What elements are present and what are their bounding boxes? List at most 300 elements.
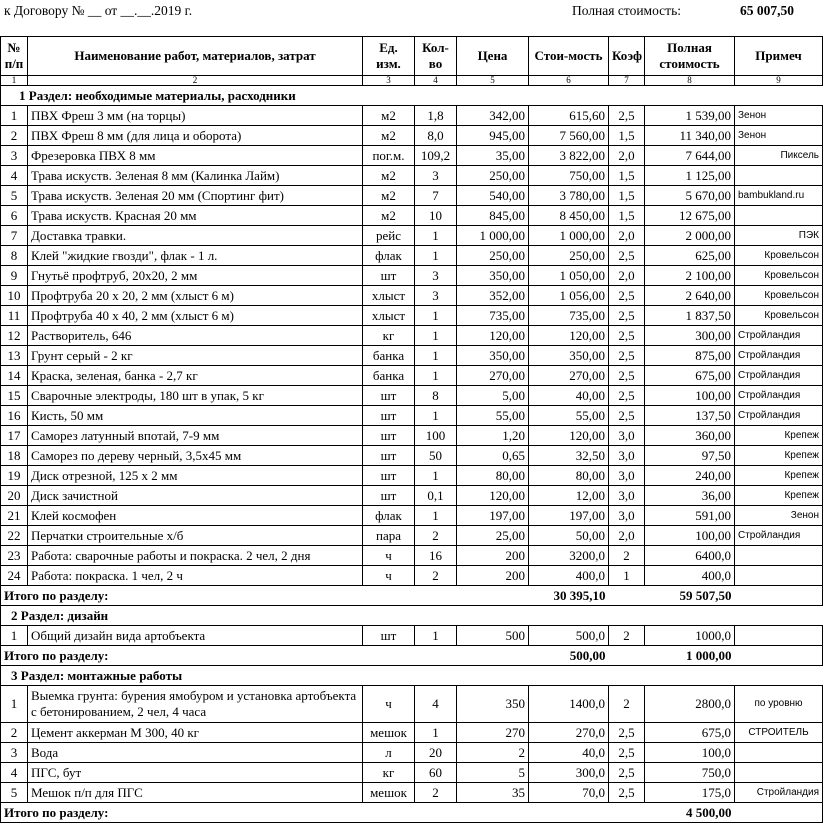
full-cost: 675,0 [645, 723, 735, 743]
unit: флак [363, 506, 415, 526]
cost: 350,00 [529, 346, 609, 366]
coefficient: 3,0 [609, 486, 645, 506]
price: 5 [457, 763, 529, 783]
section-total-note [735, 586, 823, 606]
quantity: 2 [415, 526, 457, 546]
full-cost: 175,0 [645, 783, 735, 803]
quantity: 1 [415, 366, 457, 386]
cost: 300,0 [529, 763, 609, 783]
row-number: 15 [1, 386, 28, 406]
unit: кг [363, 763, 415, 783]
table-row [1, 146, 823, 166]
price: 350 [457, 686, 529, 723]
col-header-unit: Ед. изм. [363, 37, 415, 76]
table-row [1, 326, 823, 346]
section-total-cost: 30 395,10 [529, 586, 609, 606]
section-title-row [1, 666, 823, 686]
section-total-label: Итого по разделу: [1, 646, 529, 666]
note: Крепеж [735, 426, 823, 446]
cost: 3 780,00 [529, 186, 609, 206]
table-row [1, 743, 823, 763]
table-row [1, 446, 823, 466]
col-header-cost: Стои-мость [529, 37, 609, 76]
coefficient: 2,5 [609, 763, 645, 783]
quantity: 3 [415, 266, 457, 286]
full-cost: 1000,0 [645, 626, 735, 646]
row-number: 7 [1, 226, 28, 246]
unit: м2 [363, 126, 415, 146]
table-row [1, 466, 823, 486]
cost: 197,00 [529, 506, 609, 526]
item-name: Саморез латунный впотай, 7-9 мм [28, 426, 363, 446]
note: Пиксель [735, 146, 823, 166]
item-name: ПВХ Фреш 8 мм (для лица и оборота) [28, 126, 363, 146]
section-total-spacer [609, 803, 645, 823]
col-index: 3 [363, 76, 415, 86]
table-header-row [1, 37, 823, 76]
note [735, 626, 823, 646]
row-number: 20 [1, 486, 28, 506]
unit: банка [363, 346, 415, 366]
row-number: 22 [1, 526, 28, 546]
full-cost: 1 837,50 [645, 306, 735, 326]
unit: мешок [363, 723, 415, 743]
cost: 120,00 [529, 426, 609, 446]
table-row [1, 526, 823, 546]
unit: пара [363, 526, 415, 546]
price: 120,00 [457, 486, 529, 506]
item-name: Диск отрезной, 125 х 2 мм [28, 466, 363, 486]
unit: ч [363, 546, 415, 566]
quantity: 2 [415, 783, 457, 803]
unit: шт [363, 626, 415, 646]
price: 250,00 [457, 166, 529, 186]
row-number: 1 [1, 626, 28, 646]
section-title-row [1, 86, 823, 106]
note [735, 546, 823, 566]
col-index: 2 [28, 76, 363, 86]
cost: 12,00 [529, 486, 609, 506]
col-index: 5 [457, 76, 529, 86]
quantity: 20 [415, 743, 457, 763]
cost: 32,50 [529, 446, 609, 466]
coefficient: 2,5 [609, 366, 645, 386]
row-number: 24 [1, 566, 28, 586]
table-row [1, 206, 823, 226]
price: 197,00 [457, 506, 529, 526]
unit: банка [363, 366, 415, 386]
coefficient: 2,5 [609, 326, 645, 346]
row-number: 3 [1, 146, 28, 166]
item-name: Грунт серый - 2 кг [28, 346, 363, 366]
col-header-coef: Коэф [609, 37, 645, 76]
cost: 3 822,00 [529, 146, 609, 166]
coefficient: 3,0 [609, 426, 645, 446]
cost: 40,00 [529, 386, 609, 406]
coefficient: 2,5 [609, 723, 645, 743]
cost: 1 056,00 [529, 286, 609, 306]
note: Крепеж [735, 466, 823, 486]
table-row [1, 226, 823, 246]
note: Стройландия [735, 346, 823, 366]
item-name: Краска, зеленая, банка - 2,7 кг [28, 366, 363, 386]
table-row [1, 406, 823, 426]
row-number: 5 [1, 186, 28, 206]
quantity: 1 [415, 226, 457, 246]
full-cost: 97,50 [645, 446, 735, 466]
full-cost: 2 640,00 [645, 286, 735, 306]
coefficient: 2,5 [609, 386, 645, 406]
row-number: 4 [1, 166, 28, 186]
cost: 1 050,00 [529, 266, 609, 286]
coefficient: 2 [609, 686, 645, 723]
cost: 8 450,00 [529, 206, 609, 226]
price: 350,00 [457, 346, 529, 366]
cost: 500,0 [529, 626, 609, 646]
item-name: Саморез по дереву черный, 3,5х45 мм [28, 446, 363, 466]
price: 200 [457, 566, 529, 586]
note: Стройландия [735, 406, 823, 426]
row-number: 3 [1, 743, 28, 763]
table-row [1, 246, 823, 266]
col-index: 7 [609, 76, 645, 86]
col-header-price: Цена [457, 37, 529, 76]
row-number: 1 [1, 106, 28, 126]
note: Зенон [735, 506, 823, 526]
coefficient: 2,5 [609, 783, 645, 803]
quantity: 1 [415, 626, 457, 646]
note [735, 743, 823, 763]
price: 55,00 [457, 406, 529, 426]
item-name: Мешок п/п для ПГС [28, 783, 363, 803]
note: Стройландия [735, 386, 823, 406]
table-row [1, 506, 823, 526]
section-title: 2 Раздел: дизайн [1, 606, 823, 626]
full-cost: 591,00 [645, 506, 735, 526]
coefficient: 2,5 [609, 743, 645, 763]
table-row [1, 126, 823, 146]
full-cost: 137,50 [645, 406, 735, 426]
price: 350,00 [457, 266, 529, 286]
row-number: 17 [1, 426, 28, 446]
estimate-table [0, 36, 823, 823]
quantity: 16 [415, 546, 457, 566]
coefficient: 3,0 [609, 446, 645, 466]
item-name: Растворитель, 646 [28, 326, 363, 346]
full-cost: 36,00 [645, 486, 735, 506]
table-row [1, 266, 823, 286]
price: 35,00 [457, 146, 529, 166]
row-number: 8 [1, 246, 28, 266]
unit: рейс [363, 226, 415, 246]
price: 200 [457, 546, 529, 566]
quantity: 7 [415, 186, 457, 206]
row-number: 2 [1, 723, 28, 743]
cost: 270,00 [529, 366, 609, 386]
table-row [1, 566, 823, 586]
coefficient: 1,5 [609, 126, 645, 146]
note: bambukland.ru [735, 186, 823, 206]
section-total-row [1, 586, 823, 606]
full-cost: 1 125,00 [645, 166, 735, 186]
row-number: 6 [1, 206, 28, 226]
col-index: 1 [1, 76, 28, 86]
unit: л [363, 743, 415, 763]
section-title-row [1, 606, 823, 626]
unit: шт [363, 266, 415, 286]
coefficient: 3,0 [609, 506, 645, 526]
coefficient: 2,0 [609, 266, 645, 286]
full-cost: 360,00 [645, 426, 735, 446]
price: 735,00 [457, 306, 529, 326]
col-header-qty: Кол-во [415, 37, 457, 76]
col-index: 4 [415, 76, 457, 86]
quantity: 1 [415, 346, 457, 366]
quantity: 1 [415, 326, 457, 346]
note: Зенон [735, 126, 823, 146]
section-total-row [1, 803, 823, 823]
cost: 50,00 [529, 526, 609, 546]
row-number: 21 [1, 506, 28, 526]
cost: 1 000,00 [529, 226, 609, 246]
item-name: Кисть, 50 мм [28, 406, 363, 426]
quantity: 0,1 [415, 486, 457, 506]
section-total-note [735, 646, 823, 666]
table-row [1, 186, 823, 206]
price: 35 [457, 783, 529, 803]
full-cost: 625,00 [645, 246, 735, 266]
price: 120,00 [457, 326, 529, 346]
table-row [1, 763, 823, 783]
item-name: Цемент аккерман М 300, 40 кг [28, 723, 363, 743]
row-number: 16 [1, 406, 28, 426]
full-cost: 750,0 [645, 763, 735, 783]
coefficient: 2,5 [609, 306, 645, 326]
section-total-full: 4 500,00 [645, 803, 735, 823]
coefficient: 2,5 [609, 106, 645, 126]
item-name: Диск зачистной [28, 486, 363, 506]
quantity: 50 [415, 446, 457, 466]
price: 352,00 [457, 286, 529, 306]
row-number: 23 [1, 546, 28, 566]
full-cost: 2 100,00 [645, 266, 735, 286]
unit: ч [363, 566, 415, 586]
unit: шт [363, 406, 415, 426]
item-name: Клей космофен [28, 506, 363, 526]
price: 25,00 [457, 526, 529, 546]
table-row [1, 626, 823, 646]
section-total-cost: 500,00 [529, 646, 609, 666]
quantity: 1 [415, 723, 457, 743]
cost: 615,60 [529, 106, 609, 126]
item-name: Гнутьё профтруб, 20х20, 2 мм [28, 266, 363, 286]
quantity: 8,0 [415, 126, 457, 146]
full-cost: 7 644,00 [645, 146, 735, 166]
quantity: 1 [415, 306, 457, 326]
full-cost: 6400,0 [645, 546, 735, 566]
col-index: 9 [735, 76, 823, 86]
table-row [1, 486, 823, 506]
price: 845,00 [457, 206, 529, 226]
section-total-label: Итого по разделу: [1, 586, 529, 606]
full-cost: 11 340,00 [645, 126, 735, 146]
unit: мешок [363, 783, 415, 803]
quantity: 100 [415, 426, 457, 446]
price: 1 000,00 [457, 226, 529, 246]
section-total-label: Итого по разделу: [1, 803, 529, 823]
coefficient: 2,5 [609, 406, 645, 426]
item-name: Профтруба 20 х 20, 2 мм (хлыст 6 м) [28, 286, 363, 306]
item-name: ПГС, бут [28, 763, 363, 783]
document-header [0, 0, 823, 22]
note: Стройландия [735, 526, 823, 546]
row-number: 1 [1, 686, 28, 723]
row-number: 4 [1, 763, 28, 783]
table-row [1, 546, 823, 566]
cost: 735,00 [529, 306, 609, 326]
section-total-cost [529, 803, 609, 823]
unit: м2 [363, 186, 415, 206]
quantity: 3 [415, 166, 457, 186]
contract-reference: к Договору № __ от __.__.2019 г. [4, 3, 193, 18]
full-cost: 875,00 [645, 346, 735, 366]
section-total-full: 59 507,50 [645, 586, 735, 606]
coefficient: 3,0 [609, 466, 645, 486]
full-cost-label: Полная стоимость: [572, 3, 681, 18]
quantity: 60 [415, 763, 457, 783]
unit: ч [363, 686, 415, 723]
unit: м2 [363, 166, 415, 186]
full-cost: 100,0 [645, 743, 735, 763]
col-header-name: Наименование работ, материалов, затрат [28, 37, 363, 76]
item-name: Общий дизайн вида артобъекта [28, 626, 363, 646]
price: 270 [457, 723, 529, 743]
table-row [1, 783, 823, 803]
price: 500 [457, 626, 529, 646]
coefficient: 2,5 [609, 346, 645, 366]
note: ПЭК [735, 226, 823, 246]
full-cost: 300,00 [645, 326, 735, 346]
section-total-row [1, 646, 823, 666]
cost: 1400,0 [529, 686, 609, 723]
note: СТРОИТЕЛЬ [735, 723, 823, 743]
item-name: Выемка грунта: бурения ямобуром и установка артобъекта с бетонированием, 2 чел, 4 часа [28, 686, 363, 723]
coefficient: 1,5 [609, 206, 645, 226]
item-name: Трава искуств. Зеленая 8 мм (Калинка Лайм) [28, 166, 363, 186]
table-row [1, 346, 823, 366]
full-cost: 2 000,00 [645, 226, 735, 246]
price: 342,00 [457, 106, 529, 126]
price: 540,00 [457, 186, 529, 206]
full-cost: 400,0 [645, 566, 735, 586]
full-cost: 100,00 [645, 526, 735, 546]
unit: хлыст [363, 306, 415, 326]
item-name: Профтруба 40 х 40, 2 мм (хлыст 6 м) [28, 306, 363, 326]
note [735, 206, 823, 226]
price: 5,00 [457, 386, 529, 406]
coefficient: 2,0 [609, 526, 645, 546]
section-title: 3 Раздел: монтажные работы [1, 666, 823, 686]
row-number: 9 [1, 266, 28, 286]
cost: 40,0 [529, 743, 609, 763]
note: Крепеж [735, 446, 823, 466]
item-name: Перчатки строительные х/б [28, 526, 363, 546]
coefficient: 1,5 [609, 186, 645, 206]
section-total-spacer [609, 586, 645, 606]
table-row [1, 106, 823, 126]
quantity: 109,2 [415, 146, 457, 166]
item-name: Фрезеровка ПВХ 8 мм [28, 146, 363, 166]
section-title: 1 Раздел: необходимые материалы, расходники [1, 86, 823, 106]
coefficient: 2,5 [609, 286, 645, 306]
row-number: 11 [1, 306, 28, 326]
note: Стройландия [735, 326, 823, 346]
col-header-note: Примеч [735, 37, 823, 76]
coefficient: 1 [609, 566, 645, 586]
table-row [1, 366, 823, 386]
cost: 250,00 [529, 246, 609, 266]
full-cost: 5 670,00 [645, 186, 735, 206]
quantity: 1 [415, 246, 457, 266]
table-row [1, 166, 823, 186]
item-name: Трава искуств. Зеленая 20 мм (Спортинг фит) [28, 186, 363, 206]
quantity: 3 [415, 286, 457, 306]
full-cost: 2800,0 [645, 686, 735, 723]
column-index-row [1, 76, 823, 86]
unit: шт [363, 426, 415, 446]
full-cost: 100,00 [645, 386, 735, 406]
row-number: 13 [1, 346, 28, 366]
full-cost: 12 675,00 [645, 206, 735, 226]
note: по уровню [735, 686, 823, 723]
price: 945,00 [457, 126, 529, 146]
note [735, 166, 823, 186]
price: 0,65 [457, 446, 529, 466]
cost: 3200,0 [529, 546, 609, 566]
price: 80,00 [457, 466, 529, 486]
unit: шт [363, 386, 415, 406]
price: 250,00 [457, 246, 529, 266]
full-cost: 1 539,00 [645, 106, 735, 126]
col-index: 6 [529, 76, 609, 86]
estimate-table-wrapper [0, 36, 823, 823]
table-row [1, 306, 823, 326]
price: 270,00 [457, 366, 529, 386]
unit: шт [363, 466, 415, 486]
item-name: Клей "жидкие гвозди", флак - 1 л. [28, 246, 363, 266]
full-cost: 675,00 [645, 366, 735, 386]
item-name: ПВХ Фреш 3 мм (на торцы) [28, 106, 363, 126]
table-row [1, 723, 823, 743]
row-number: 14 [1, 366, 28, 386]
cost: 7 560,00 [529, 126, 609, 146]
note: Кровельсон [735, 306, 823, 326]
row-number: 12 [1, 326, 28, 346]
unit: кг [363, 326, 415, 346]
unit: флак [363, 246, 415, 266]
quantity: 8 [415, 386, 457, 406]
table-row [1, 686, 823, 723]
coefficient: 1,5 [609, 166, 645, 186]
section-total-full: 1 000,00 [645, 646, 735, 666]
coefficient: 2,5 [609, 246, 645, 266]
unit: шт [363, 486, 415, 506]
cost: 120,00 [529, 326, 609, 346]
note: Стройландия [735, 783, 823, 803]
row-number: 2 [1, 126, 28, 146]
row-number: 5 [1, 783, 28, 803]
table-row [1, 386, 823, 406]
